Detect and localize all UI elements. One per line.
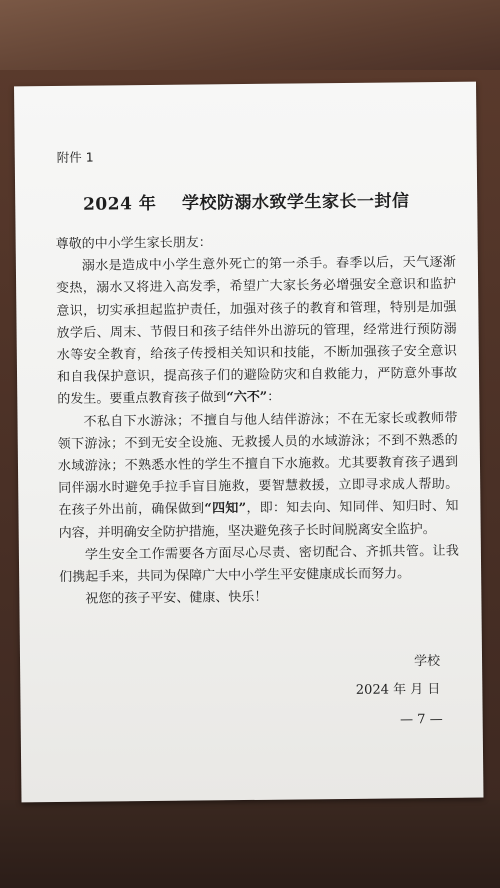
paragraph-2-text-a: 不私自下水游泳；不擅自与他人结伴游泳；不在无家长或教师带领下游泳；不到无安全设施、无救援人员的水域游泳；不到不熟悉的水域游泳；不熟悉水性的学生不擅自下水施救。尤其要教育孩子遇到同伴溺水时避免手拉手盲目施救，要智慧救援，立即寻求成人帮助。在孩子外出前，确保做到 [57,410,459,519]
letter-body [56,230,460,612]
signature-block [355,648,440,705]
letter-page [14,82,483,803]
desk-surface-bottom [0,800,500,888]
page-number: — 7 — [400,711,443,728]
letter-title: 2024 年 学校防溺水致学生家长一封信 [82,191,410,215]
four-know-label: “四知” [204,501,247,517]
desk-surface-top [0,0,500,70]
paragraph-4: 祝您的孩子平安、健康、快乐！ [85,590,268,607]
signature-date: 2024 年 月 日 [355,681,441,698]
paragraph-1-text: 溺水是造成中小学生意外死亡的第一杀手。春季以后，天气逐渐变热，溺水又将进入高发季，希望广大家长务必增强安全意识和监护意识，切实承担起监护责任，加强对孩子的教育和管理，特别是加强放学后、周末、节假日和孩子结伴外出游玩的管理，经常进行预防溺水等安全教育，给孩子传授相关知识和技能，不断加强孩子安全意识和自我保护意识，提高孩子们的避险防灾和自救能力，严防意外事故的发生。要重点教育孩子做到 [56,255,458,408]
annex-label: 附件 1 [56,149,94,165]
paragraph-1-colon: ： [267,390,281,406]
salutation: 尊敬的中小学生家长朋友： [55,235,212,252]
paragraph-2 [57,407,458,544]
paragraph-2-text-b: ，即：知去向、知同伴、知归时、知内容，并明确安全防护措施，坚决避免孩子长时间脱离安全监护。 [58,499,459,541]
six-no-label: “六不” [226,390,268,406]
paragraph-3: 学生安全工作需要各方面尽心尽责、密切配合、齐抓共管。让我们携起手来，共同为保障广大中小学生平安健康成长而努力。 [59,543,459,586]
paragraph-1 [56,252,458,412]
signature-school: 学校 [413,653,441,670]
